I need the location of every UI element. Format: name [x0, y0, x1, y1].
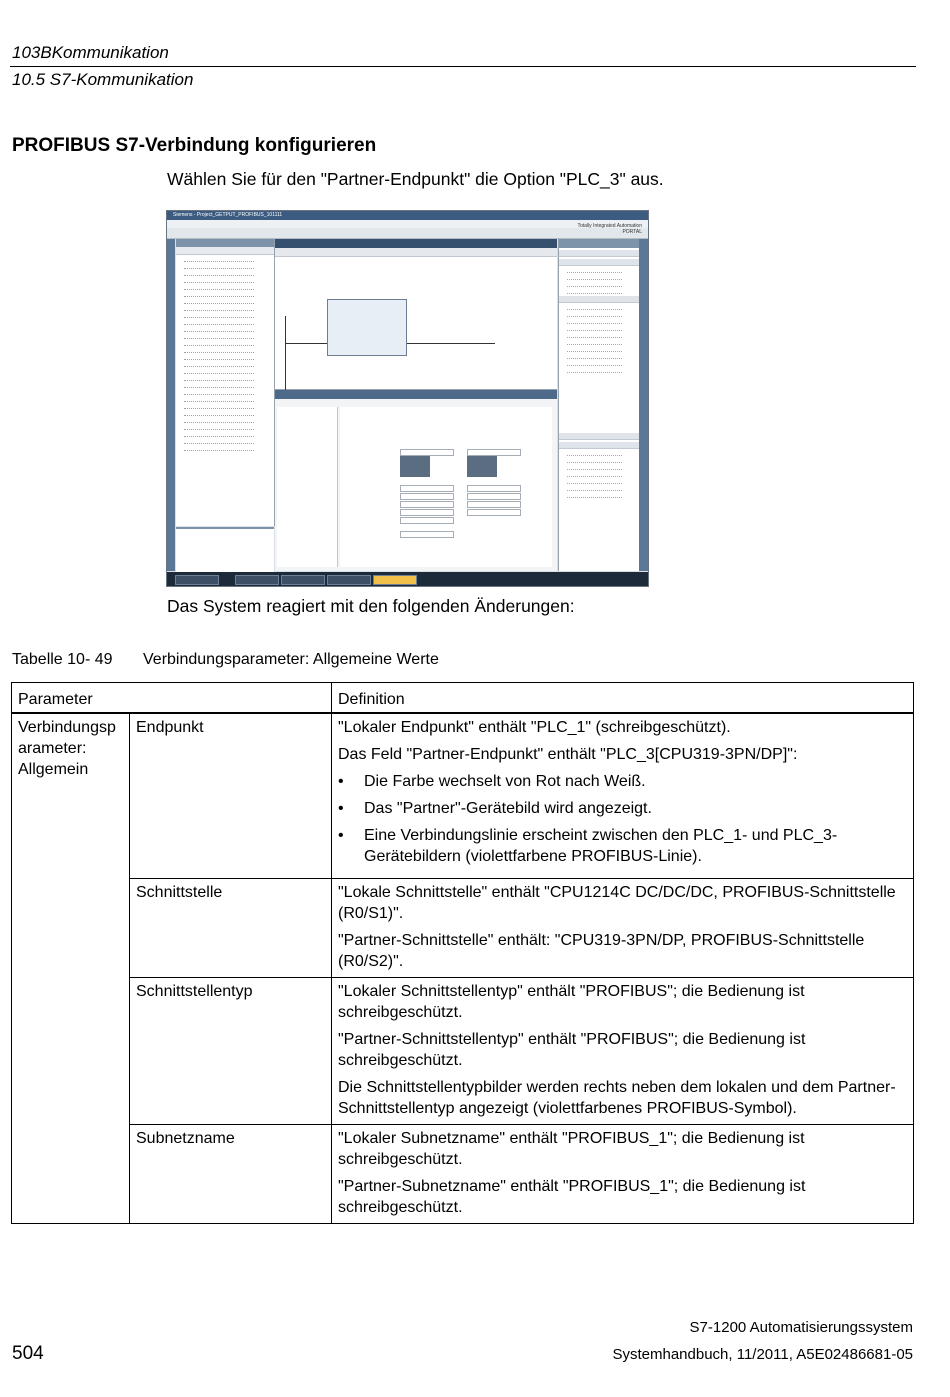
table-row	[12, 978, 914, 1125]
screenshot-toolbar	[167, 228, 648, 239]
screenshot-program-editor	[275, 239, 557, 390]
param-definition	[332, 879, 914, 978]
definition-paragraph: "Lokaler Subnetzname" enthält "PROFIBUS_1"; die Bedienung ist schreibgeschützt.	[338, 1130, 805, 1168]
table-header-row	[12, 683, 914, 714]
group-label: Verbindungsp arameter: Allgemein	[12, 713, 130, 1224]
definition-paragraph: Das Feld "Partner-Endpunkt" enthält "PLC_3[CPU319-3PN/DP]":	[338, 746, 798, 763]
screenshot-partner-device-image	[467, 455, 497, 477]
portal-brand-line2: PORTAL	[622, 229, 642, 235]
screenshot-statusbar	[167, 572, 648, 586]
header-parameter: Parameter	[12, 683, 332, 714]
definition-paragraph: "Partner-Schnittstellentyp" enthält "PROFIBUS"; die Bedienung ist schreibgeschützt.	[338, 1031, 806, 1069]
param-definition	[332, 713, 914, 879]
bullet-item: • Die Farbe wechselt von Rot nach Weiß.	[364, 771, 907, 792]
param-name: Subnetzname	[130, 1125, 332, 1224]
screenshot-project-tree	[176, 239, 275, 526]
screenshot-right-tabs	[639, 239, 648, 571]
param-name: Endpunkt	[130, 713, 332, 879]
table-row	[12, 879, 914, 978]
screenshot-local-device-image	[400, 455, 430, 477]
param-name: Schnittstelle	[130, 879, 332, 978]
header-rule	[10, 66, 916, 67]
definition-paragraph: "Lokaler Schnittstellentyp" enthält "PROFIBUS"; die Bedienung ist schreibgeschützt.	[338, 983, 805, 1021]
screenshot-left-sidebar	[167, 239, 175, 571]
table-caption-number: Tabelle 10- 49	[12, 651, 113, 668]
param-name: Schnittstellentyp	[130, 978, 332, 1125]
page-number: 504	[12, 1343, 44, 1364]
header-definition: Definition	[332, 683, 914, 714]
table-caption-title: Verbindungsparameter: Allgemeine Werte	[143, 651, 439, 668]
definition-bullet-list	[338, 771, 907, 867]
definition-paragraph: "Lokaler Endpunkt" enthält "PLC_1" (schreibgeschützt).	[338, 719, 731, 736]
running-header-section: 10.5 S7-Kommunikation	[12, 70, 194, 89]
screenshot-detail-view	[176, 527, 274, 573]
table-caption	[12, 651, 439, 669]
param-definition	[332, 978, 914, 1125]
after-text: Das System reagiert mit den folgenden Änderungen:	[167, 596, 575, 616]
table-row	[12, 1125, 914, 1224]
screenshot-titlebar	[167, 211, 648, 220]
param-definition	[332, 1125, 914, 1224]
screenshot-properties-panel	[275, 390, 557, 571]
tia-portal-screenshot	[166, 210, 649, 587]
screenshot-put-block	[327, 299, 407, 356]
footer-product: S7-1200 Automatisierungssystem	[689, 1319, 913, 1336]
portal-brand-line1: Totally Integrated Automation	[577, 223, 642, 229]
intro-text: Wählen Sie für den "Partner-Endpunkt" die Option "PLC_3" aus.	[167, 169, 664, 189]
screenshot-portal-brand	[578, 223, 643, 235]
bullet-item: • Eine Verbindungslinie erscheint zwischen den PLC_1- und PLC_3-Gerätebildern (violettfarbene PROFIBUS-Linie).	[364, 825, 907, 867]
section-title: PROFIBUS S7-Verbindung konfigurieren	[12, 135, 377, 156]
running-header-chapter: 103BKommunikation	[12, 43, 169, 62]
bullet-item: • Das "Partner"-Gerätebild wird angezeigt.	[364, 798, 907, 819]
definition-paragraph: "Partner-Subnetzname" enthält "PROFIBUS_1"; die Bedienung ist schreibgeschützt.	[338, 1178, 806, 1216]
screenshot-window-title: Siemens - Project_GETPUT_PROFIBUS_101111	[173, 212, 283, 218]
table-row	[12, 713, 914, 879]
footer-manual: Systemhandbuch, 11/2011, A5E02486681-05	[612, 1346, 913, 1363]
definition-paragraph: Die Schnittstellentypbilder werden rechts neben dem lokalen und dem Partner-Schnittstellentyp angezeigt (violettfarbenes PROFIBUS-Symbol).	[338, 1079, 896, 1117]
parameter-table	[11, 682, 914, 1224]
definition-paragraph: "Partner-Schnittstelle" enthält: "CPU319-3PN/DP, PROFIBUS-Schnittstelle (R0/S2)".	[338, 932, 865, 970]
definition-paragraph: "Lokale Schnittstelle" enthält "CPU1214C DC/DC/DC, PROFIBUS-Schnittstelle (R0/S1)".	[338, 884, 896, 922]
screenshot-instructions-panel	[558, 239, 639, 571]
